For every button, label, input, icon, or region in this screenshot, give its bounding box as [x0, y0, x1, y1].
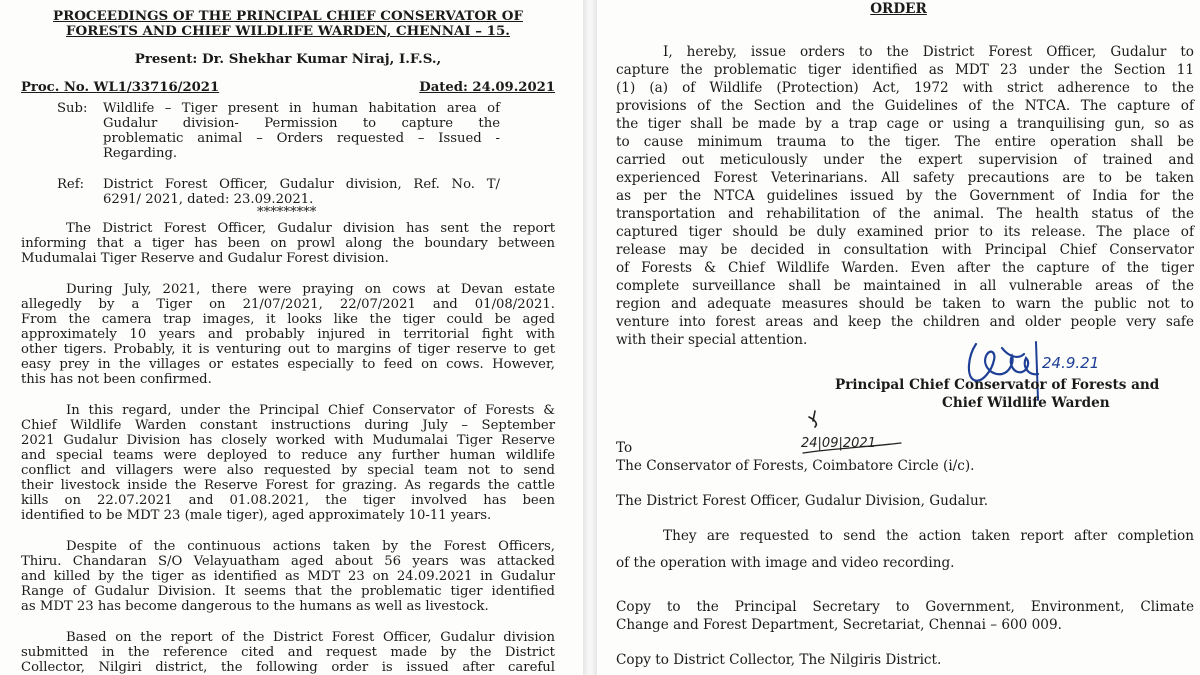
present-line: Present: Dr. Shekhar Kumar Niraj, I.F.S., [134, 51, 442, 67]
order-line: the tiger shall be made by a trap cage or using a tranquilising gun, so as [616, 116, 1194, 132]
para-line: Range of Gudalur Division. It seems that the problematic tiger identified [21, 584, 555, 599]
para-line: allegedly by a Tiger on 21/07/2021, 22/07/2021 and 01/08/2021. [21, 297, 555, 312]
para-line: Collector, Nilgiri district, the following order is issued after careful [21, 660, 555, 675]
order-line: as per the NTCA guidelines issued by the Government of India for the [616, 188, 1194, 204]
signatory-title: Principal Chief Conservator of Forests and [835, 377, 1160, 393]
para-line: conflict and villagers were also requested by special team not to send [21, 463, 555, 478]
copy-line: Copy to the Principal Secretary to Government, Environment, Climate [616, 599, 1194, 615]
para-line: The District Forest Officer, Gudalur division has sent the report [66, 221, 555, 236]
order-line: complete surveillance shall be maintained in all vulnerable areas of the [616, 278, 1194, 294]
order-line: experienced Forest Veterinarians. All safety precautions are to be taken [616, 170, 1194, 186]
sub-label: Sub: [57, 101, 88, 116]
ref-label: Ref: [57, 177, 85, 192]
para-line: approximately 10 years and probably injured in territorial fight with [21, 327, 555, 342]
proceedings-heading-line1: PROCEEDINGS OF THE PRINCIPAL CHIEF CONSERVATOR OF [53, 8, 523, 24]
para-line: Chief Wildlife Warden constant instructions during July – September [21, 418, 555, 433]
order-line: captured tiger should be duly examined prior to its release. The place of [616, 224, 1194, 240]
para-line: Despite of the continuous actions taken by the Forest Officers, [66, 539, 555, 554]
para-line: submitted in the reference cited and request made by the District [21, 645, 555, 660]
para-line: In this regard, under the Principal Chief Conservator of Forests & [66, 403, 555, 418]
sub-line: Wildlife – Tiger present in human habitation area of [103, 101, 500, 116]
para-line: informing that a tiger has been on prowl along the boundary between [21, 236, 555, 251]
ref-line: District Forest Officer, Gudalur division, Ref. No. T/ [103, 177, 500, 192]
para-line: and killed by the tiger as identified as MDT 23 on 24.09.2021 in Gudalur [21, 569, 555, 584]
para-line: 2021 Gudalur Division has closely worked with Mudumalai Tiger Reserve [21, 433, 555, 448]
to-label: To [616, 440, 633, 456]
para-line: identified to be MDT 23 (male tiger), aged approximately 10-11 years. [21, 508, 492, 523]
proceedings-heading-line2: FORESTS AND CHIEF WILDLIFE WARDEN, CHENNAI – 15. [66, 23, 510, 39]
order-line: venture into forest areas and keep the children and older people very safe [616, 314, 1194, 330]
order-page [597, 0, 1200, 675]
para-line: as MDT 23 has become dangerous to the humans as well as livestock. [21, 599, 489, 614]
order-line: of Forests & Chief Wildlife Warden. Even after the capture of the tiger [616, 260, 1194, 276]
order-line: provisions of the Section and the Guidelines of the NTCA. The capture of [616, 98, 1194, 114]
para-line: From the camera trap images, it looks like the tiger could be aged [21, 312, 555, 327]
order-line: carried out meticulously under the expert supervision of trained and [616, 152, 1194, 168]
sub-line: problematic animal – Orders requested – Issued - [103, 131, 500, 146]
svg-text:24|09|2021: 24|09|2021 [801, 436, 876, 451]
order-line: release may be decided in consultation with Principal Chief Conservator [616, 242, 1194, 258]
order-line: region and adequate measures should be taken to warn the public not to [616, 296, 1194, 312]
para-line: this has not been confirmed. [21, 372, 212, 387]
order-line: (1) (a) of Wildlife (Protection) Act, 1972 with strict adherence to the [616, 80, 1194, 96]
para-line: During July, 2021, there were praying on cows at Devan estate [66, 282, 555, 297]
copy-line: Change and Forest Department, Secretariat, Chennai – 600 009. [616, 617, 1062, 633]
svg-text:24.9.21: 24.9.21 [1042, 354, 1100, 372]
order-title: ORDER [870, 1, 927, 17]
para-line: easy prey in the villages or estates especially to feed on cows. However, [21, 357, 555, 372]
ref-line: 6291/ 2021, dated: 23.09.2021. [103, 192, 314, 207]
page-gutter [583, 0, 597, 675]
signatory-subtitle: Chief Wildlife Warden [942, 395, 1110, 411]
proceedings-page [0, 0, 583, 675]
sub-line: Gudalur division- Permission to capture the [103, 116, 500, 131]
recipient-line: The Conservator of Forests, Coimbatore Circle (i/c). [616, 458, 975, 474]
order-line: I, hereby, issue orders to the District Forest Officer, Gudalur to [663, 44, 1194, 60]
para-line: and special teams were deployed to reduce any further human wildlife [21, 448, 555, 463]
para-line: Thiru. Chandaran S/O Velayuatham aged about 56 years was attacked [21, 554, 555, 569]
order-line: with their special attention. [616, 332, 808, 348]
request-line: of the operation with image and video recording. [616, 555, 955, 571]
request-line: They are requested to send the action taken report after completion [663, 528, 1194, 544]
order-line: to cause minimum trauma to the tiger. The entire operation shall be [616, 134, 1194, 150]
order-line: capture the problematic tiger identified as MDT 23 under the Section 11 [616, 62, 1194, 78]
proc-date: Dated: 24.09.2021 [419, 80, 555, 95]
para-line: other tigers. Probably, it is venturing out to margins of tiger reserve to get [21, 342, 555, 357]
proc-number: Proc. No. WL1/33716/2021 [21, 80, 220, 95]
recipient-line: The District Forest Officer, Gudalur Division, Gudalur. [616, 493, 989, 509]
para-line: their livestock inside the Reserve Forest for grazing. As regards the cattle [21, 478, 555, 493]
para-line: Based on the report of the District Forest Officer, Gudalur division [66, 630, 555, 645]
separator-stars: ********* [257, 205, 317, 220]
sub-line: Regarding. [103, 146, 178, 161]
order-line: transportation and rehabilitation of the animal. The health status of the [616, 206, 1194, 222]
para-line: kills on 22.07.2021 and 01.08.2021, the tiger involved has been [21, 493, 555, 508]
copy-line: Copy to District Collector, The Nilgiris District. [616, 652, 942, 668]
para-line: Mudumalai Tiger Reserve and Gudalur Forest division. [21, 251, 389, 266]
